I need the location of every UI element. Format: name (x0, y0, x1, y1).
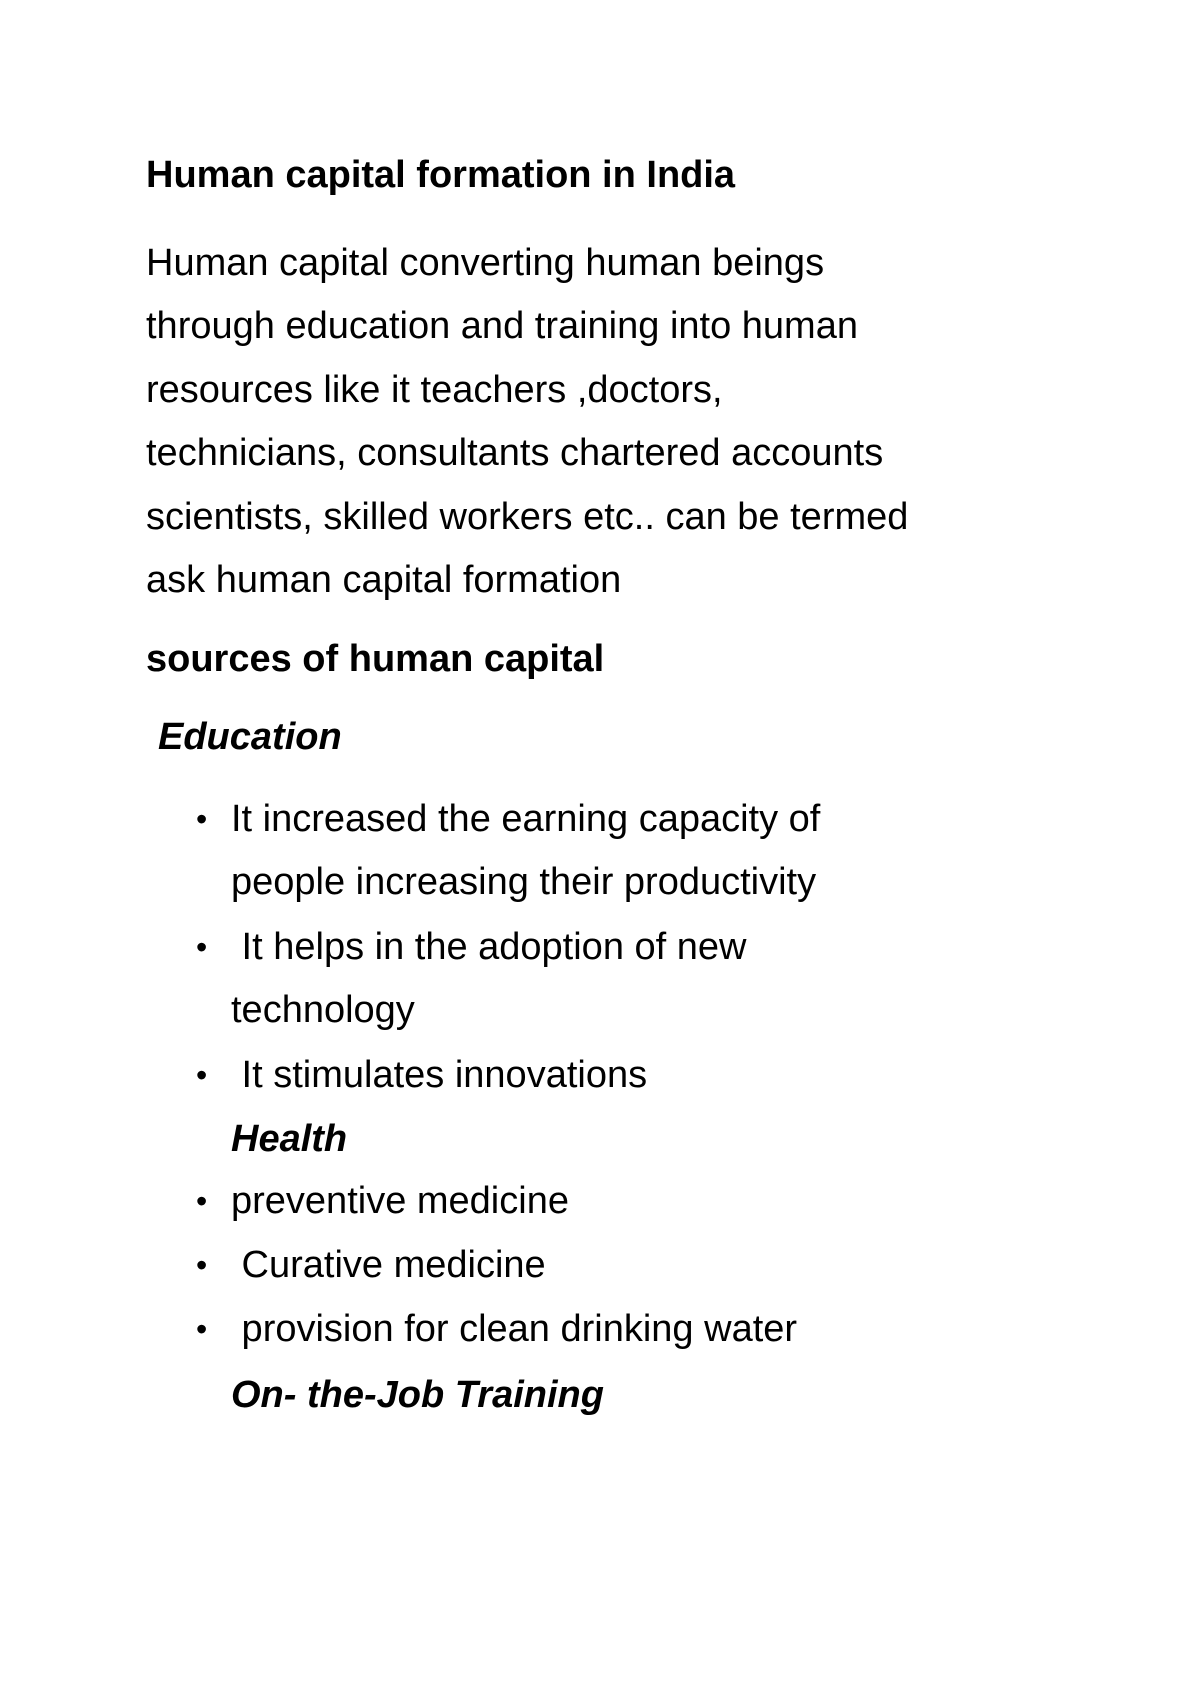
health-heading: Health (231, 1118, 348, 1160)
list-item-text: provision for clean drinking water (231, 1308, 798, 1350)
bullet-icon: • (196, 1057, 208, 1093)
intro-line: through education and training into human (146, 305, 858, 348)
bullet-icon: • (196, 1183, 208, 1219)
list-item-text: Curative medicine (231, 1244, 546, 1286)
bullet-icon: • (196, 929, 208, 965)
bullet-icon: • (196, 1247, 208, 1283)
page-title: Human capital formation in India (146, 154, 736, 196)
list-item-line: people increasing their productivity (231, 861, 817, 904)
education-heading: Education (158, 716, 342, 758)
list-item-line: technology (231, 989, 415, 1032)
intro-line: Human capital converting human beings (146, 242, 825, 284)
intro-line: technicians, consultants chartered accounts (146, 432, 884, 475)
intro-line: ask human capital formation (146, 559, 622, 602)
intro-paragraph (146, 232, 1076, 612)
list-item-text: It stimulates innovations (231, 1054, 648, 1096)
intro-line: resources like it teachers ,doctors, (146, 368, 723, 411)
list-item-line: It increased the earning capacity of (231, 798, 821, 840)
list-item-text (231, 788, 820, 915)
list-item-text (231, 916, 746, 1043)
list-item-line: It helps in the adoption of new (231, 926, 747, 968)
on-the-job-training-heading: On- the-Job Training (231, 1374, 604, 1416)
list-item-text: preventive medicine (231, 1180, 569, 1222)
sources-heading: sources of human capital (146, 638, 605, 680)
intro-line: scientists, skilled workers etc.. can be termed (146, 495, 909, 538)
bullet-icon: • (196, 1311, 208, 1347)
bullet-icon: • (196, 801, 208, 837)
